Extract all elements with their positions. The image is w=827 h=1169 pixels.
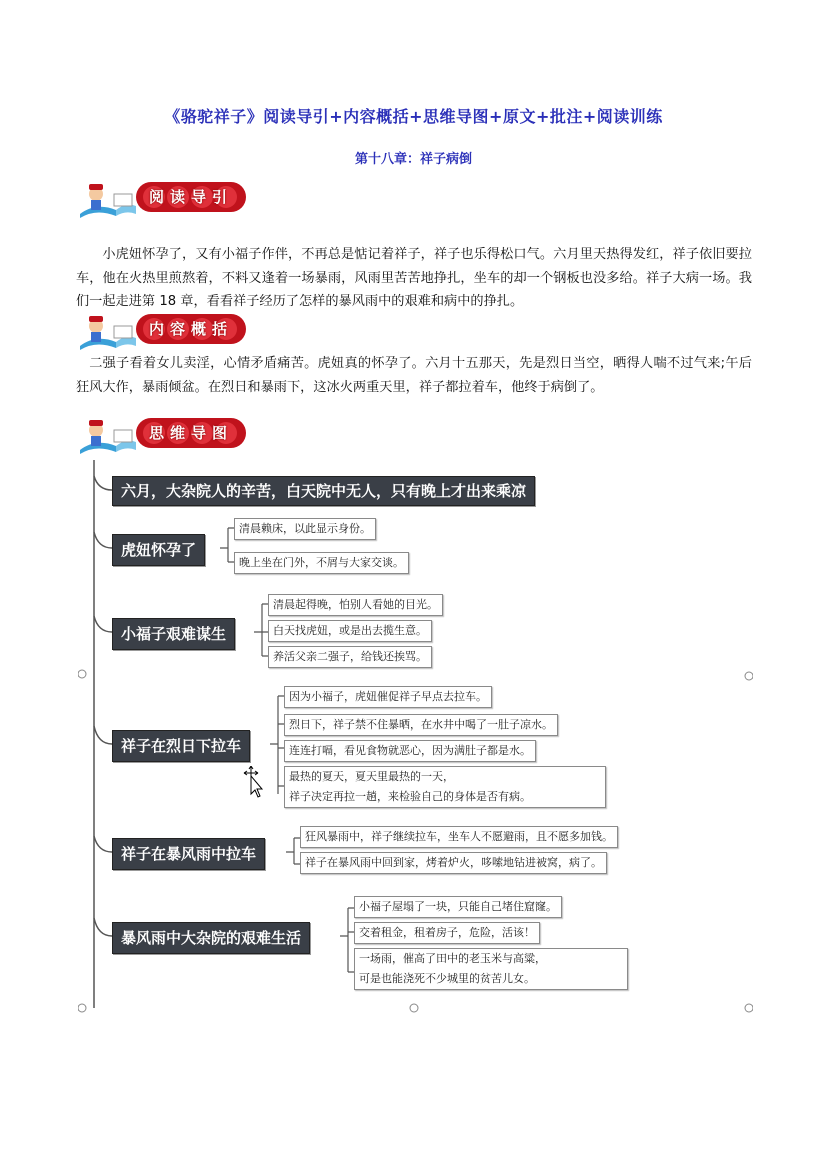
- mindmap-branch-node: 虎妞怀孕了: [112, 534, 205, 566]
- mindmap-leaf: 因为小福子，虎妞催促祥子早点去拉车。: [284, 686, 492, 708]
- reading-mascot-icon: [76, 180, 138, 218]
- document-title: 《骆驼祥子》阅读导引+内容概括+思维导图+原文+批注+阅读训练: [164, 107, 663, 126]
- mindmap-root-node: 六月，大杂院人的辛苦，白天院中无人，只有晚上才出来乘凉: [112, 476, 535, 506]
- summary-paragraph: 二强子看着女儿卖淫，心情矛盾痛苦。虎妞真的怀孕了。六月十五那天，先是烈日当空，晒得人喘不过气来;午后狂风大作，暴雨倾盆。在烈日和暴雨下，这冰火两重天里，祥子都拉着车，他终于病倒了。: [76, 356, 752, 395]
- reading-mascot-icon: [76, 416, 138, 454]
- chapter-subtitle: 第十八章：祥子病倒: [354, 152, 472, 167]
- mindmap-branch-node: 暴风雨中大杂院的艰难生活: [112, 922, 310, 954]
- section-label-summary: 内容概括: [148, 320, 233, 338]
- mindmap-leaf: 小福子屋塌了一块，只能自己堵住窟窿。: [354, 896, 562, 918]
- mind-map: [78, 456, 753, 1016]
- mindmap-leaf: 养活父亲二强子，给钱还挨骂。: [268, 646, 432, 668]
- mindmap-leaf-line: 一场雨，催高了田中的老玉米与高粱，: [359, 952, 546, 965]
- mindmap-leaf-line: 可是也能浇死不少城里的贫苦儿女。: [359, 972, 535, 985]
- mindmap-leaf-line: 最热的夏天，夏天里最热的一天，: [289, 770, 454, 783]
- section-header-summary: [76, 312, 276, 350]
- mindmap-branch-node: 小福子艰难谋生: [112, 618, 235, 650]
- mindmap-leaf: 白天找虎妞，或是出去揽生意。: [268, 620, 432, 642]
- section-header-guide: [76, 180, 276, 218]
- reading-mascot-icon: [76, 312, 138, 350]
- mindmap-leaf: 晚上坐在门外，不屑与大家交谈。: [234, 552, 409, 574]
- mindmap-leaf: 清晨起得晚，怕别人看她的目光。: [268, 594, 443, 616]
- mindmap-leaf-line: 祥子决定再拉一趟，来检验自己的身体是否有病。: [289, 790, 531, 803]
- section-label-mindmap: 思维导图: [148, 424, 233, 442]
- mindmap-leaf: 狂风暴雨中，祥子继续拉车，坐车人不愿避雨，且不愿多加钱。: [300, 826, 618, 848]
- mindmap-leaf: 清晨赖床，以此显示身份。: [234, 518, 376, 540]
- mindmap-branch-node: 祥子在烈日下拉车: [112, 730, 250, 762]
- move-cursor-icon: [243, 766, 265, 798]
- mindmap-branch-node: 祥子在暴风雨中拉车: [112, 838, 265, 870]
- mindmap-leaf-multiline: [284, 766, 606, 808]
- guide-paragraph: 小虎妞怀孕了，又有小福子作伴，不再总是惦记着祥子，祥子也乐得松口气。六月里天热得发红，祥子依旧要拉车，他在火热里煎熬着，不料又逢着一场暴雨，风雨里苦苦地挣扎，坐车的却一个钢板也没多给。祥子大病一场。我们一起走进第 18 章，看看祥子经历了怎样的暴风雨中的艰难和病中的挣扎。: [76, 247, 752, 309]
- mindmap-leaf: 烈日下，祥子禁不住暴晒，在水井中喝了一肚子凉水。: [284, 714, 558, 736]
- mindmap-leaf-multiline: [354, 948, 628, 990]
- section-header-mindmap: [76, 416, 276, 454]
- mindmap-leaf: 交着租金，租着房子，危险，活该！: [354, 922, 540, 944]
- mindmap-leaf: 祥子在暴风雨中回到家，烤着炉火，哆嗦地钻进被窝，病了。: [300, 852, 607, 874]
- section-label-guide: 阅读导引: [148, 188, 233, 206]
- mindmap-leaf: 连连打嗝，看见食物就恶心，因为满肚子都是水。: [284, 740, 536, 762]
